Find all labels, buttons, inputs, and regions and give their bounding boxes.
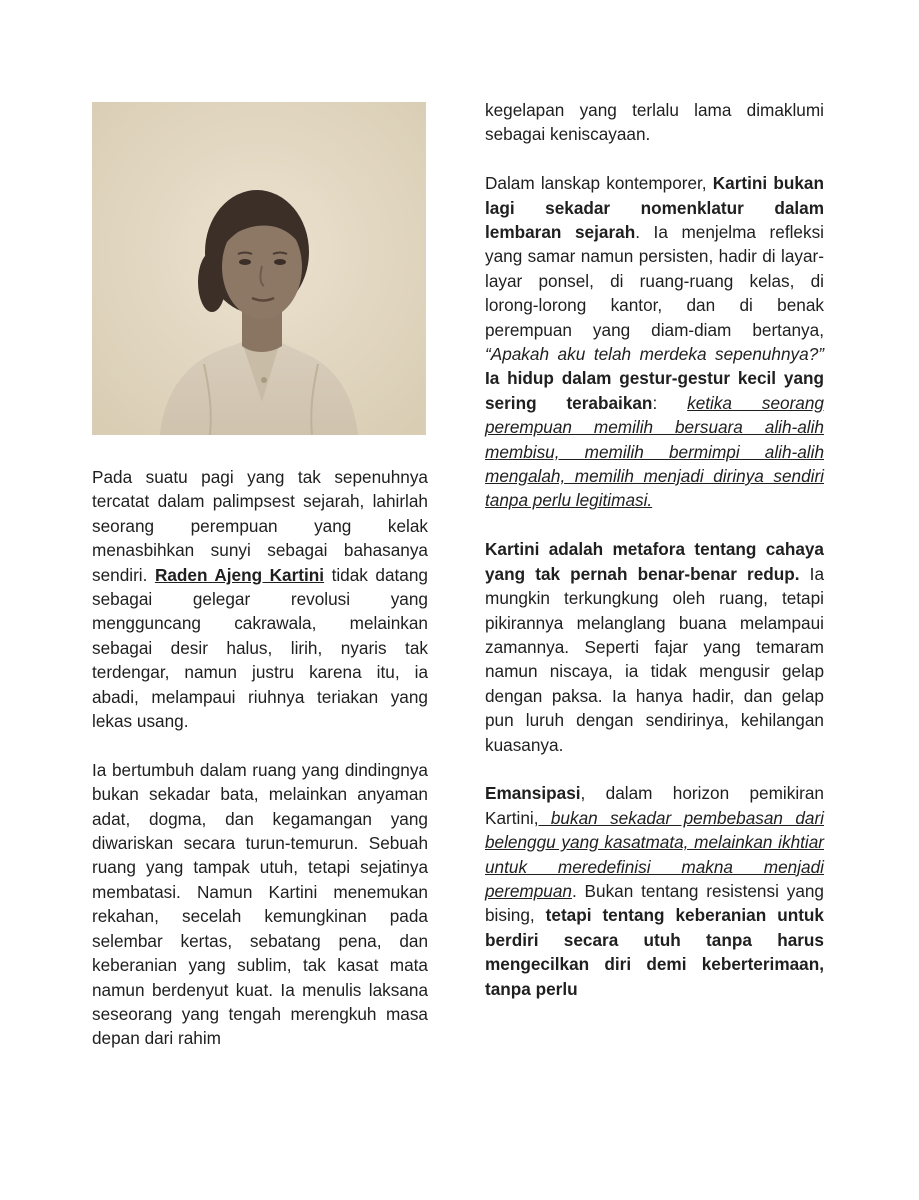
italic-quote: “Apakah aku telah merdeka sepenuhnya?”	[485, 344, 824, 365]
bold-phrase: Ia hidup dalam gestur-gestur kecil yang sering terabaikan	[485, 368, 824, 413]
bold-phrase: Emansipasi	[485, 783, 581, 804]
kartini-portrait-image	[92, 102, 426, 435]
paragraph-text: . Bukan tentang resistensi yang bising,	[485, 880, 824, 926]
paragraph-text: tidak datang sebagai gelegar revolusi yang mengguncang cakrawala, melainkan sebagai desir halus, lirih, nyaris tak terdengar, namun justru karena itu, ia abadi, melampaui riuhnya teriakan yang lekas usang.	[92, 564, 428, 732]
paragraph-text: Ia mungkin terkungkung oleh ruang, tetapi pikirannya melanglang buana melampaui zamannya. Seperti fajar yang temaram namun niscaya, ia tidak mengusir gelap dengan paksa. Ia hanya hadir, dan gelap pun luruh dengan sendirinya, kehilangan kuasanya.	[485, 563, 825, 755]
paragraph-contemporary	[485, 171, 824, 513]
bold-phrase: Kartini bukan lagi sekadar nomenklatur dalam lembaran sejarah	[485, 173, 824, 243]
right-text-column	[485, 98, 824, 1001]
paragraph-text: :	[652, 392, 688, 413]
bold-phrase: Kartini adalah metafora tentang cahaya yang tak pernah benar-benar redup.	[485, 539, 824, 584]
paragraph-metaphor	[485, 537, 824, 757]
paragraph-text: . Ia menjelma refleksi yang samar namun persisten, hadir di layar-layar ponsel, di ruang-ruang kelas, di lorong-lorong kantor, dan di benak perempuan yang diam-diam bertanya,	[485, 222, 824, 340]
paragraph-text: , dalam horizon pemikiran Kartini,	[485, 783, 824, 828]
paragraph-text: Ia bertumbuh dalam ruang yang dindingnya bukan sekadar bata, melainkan anyaman adat, dogma, dan kegamangan yang diwariskan secara turun-temurun. Sebuah ruang yang tampak utuh, tetapi sejatinya membatasi. Namun Kartini menemukan rekahan, secelah kemungkinan pada selembar kertas, sebatang pena, dan keberanian yang sublim, tak kasat mata namun berdenyut kuat. Ia menulis laksana seseorang yang tengah merengkuh masa depan dari rahim	[92, 759, 428, 1049]
paragraph-text: Pada suatu pagi yang tak sepenuhnya tercatat dalam palimpsest sejarah, lahirlah seorang perempuan yang kelak menasbihkan sunyi sebagai bahasanya sendiri.	[92, 467, 428, 585]
italic-underlined-phrase: ketika seorang perempuan memilih bersuara alih-alih membisu, memilih bermimpi alih-alih mengalah, memilih menjadi dirinya sendiri tanpa perlu legitimasi.	[485, 392, 824, 511]
bold-phrase: tetapi tentang keberanian untuk berdiri secara utuh tanpa harus mengecilkan diri demi keberterimaan, tanpa perlu	[485, 905, 824, 999]
paragraph-text: Dalam lanskap kontemporer,	[485, 173, 713, 194]
paragraph-emancipation	[485, 781, 824, 1001]
paragraph-text: kegelapan yang terlalu lama dimaklumi sebagai keniscayaan.	[485, 100, 824, 145]
paragraph-intro	[92, 465, 428, 733]
paragraph-growth	[92, 758, 428, 1051]
paragraph-continuation	[485, 98, 824, 147]
kartini-name-link[interactable]: Raden Ajeng Kartini	[154, 564, 325, 585]
left-text-column	[92, 465, 428, 1051]
italic-underlined-phrase: bukan sekadar pembebasan dari belenggu yang kasatmata, melainkan ikhtiar untuk meredefinisi makna menjadi perempuan	[485, 807, 824, 901]
